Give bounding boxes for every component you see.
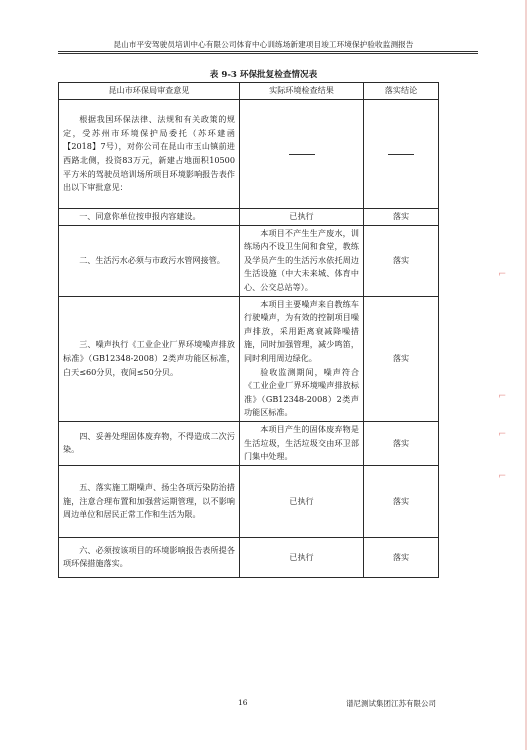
table-caption: 表 9-3 环保批复检查情况表 — [209, 70, 318, 80]
seal-stamp-fragment: ⌐ — [498, 269, 507, 280]
table-row — [59, 100, 439, 209]
table-header-row — [59, 83, 439, 100]
table-row — [59, 296, 439, 421]
actual-result-text: 本项目产生的固体废弃物是生活垃圾，生活垃圾交由环卫部门集中处理。 — [244, 424, 359, 462]
header-rule-bottom — [58, 53, 478, 54]
review-opinion-cell: 四、妥善处理固体废弃物，不得造成二次污染。 — [59, 421, 240, 465]
actual-result-cell: 已执行 — [240, 209, 364, 226]
conclusion-cell: 落实 — [364, 537, 439, 577]
table-row — [59, 225, 439, 296]
conclusion-cell: 落实 — [364, 465, 439, 537]
actual-result-cell: 已执行 — [240, 465, 364, 537]
column-header-actual-result: 实际环境检查结果 — [240, 83, 364, 100]
empty-dash — [289, 154, 315, 155]
column-header-conclusion: 落实结论 — [364, 83, 439, 100]
review-opinion-cell: 二、生活污水必须与市政污水管网接管。 — [59, 225, 240, 296]
table-row — [59, 537, 439, 577]
actual-result-monitoring-text: 验收监测期间，噪声符合《工业企业厂界环境噪声排放标准》（GB12348-2008）2类声功能区标准。 — [244, 366, 359, 418]
page-header-title: 昆山市平安驾驶员培训中心有限公司体育中心训练场新建项目竣工环境保护验收监测报告 — [113, 40, 414, 49]
actual-result-text: 本项目主要噪声来自教练车行驶噪声，为有效的控制项目噪声排放，采用距离衰减降噪措施，同时加强管理，减少鸣笛，同时利用周边绿化。 — [244, 298, 359, 363]
seal-stamp-fragment: ⌐ — [498, 471, 507, 482]
actual-result-cell: 已执行 — [240, 537, 364, 577]
actual-result-cell — [240, 100, 364, 209]
review-opinion-cell: 一、同意你单位按申报内容建设。 — [59, 209, 240, 226]
review-opinion-cell: 三、噪声执行《工业企业厂界环境噪声排放标准》（GB12348-2008）2类声功能区标准，白天≤60分贝，夜间≤50分贝。 — [59, 296, 240, 421]
actual-result-cell — [240, 296, 364, 421]
seal-stamp-fragment: ⌐ — [498, 429, 507, 440]
actual-result-text: 本项目不产生生产废水，训练场内不设卫生间和食堂，教练及学员产生的生活污水依托周边生活设施（中大未来城、体育中心、公交总站等）。 — [244, 227, 359, 292]
actual-result-cell — [240, 421, 364, 465]
conclusion-cell: 落实 — [364, 296, 439, 421]
review-opinion-cell: 根据我国环保法律、法规和有关政策的规定，受苏州市环境保护局委托（苏环建函【2018】7号），对你公司在昆山市玉山镇前进西路北侧，投资83万元，新建占地面积10500平方米的驾驶员培训场所项目环境影响报告表作出以下审批意见： — [59, 100, 240, 209]
header-rule-top — [58, 51, 478, 52]
environmental-review-table — [58, 82, 439, 578]
empty-dash — [388, 154, 414, 155]
page-number: 16 — [238, 698, 248, 707]
review-opinion-cell: 六、必须按该项目的环境影响报告表所提各项环保措施落实。 — [59, 537, 240, 577]
conclusion-cell: 落实 — [364, 225, 439, 296]
table-row — [59, 209, 439, 226]
footer-company-name: 谱尼测试集团江苏有限公司 — [346, 699, 436, 708]
table-row — [59, 465, 439, 537]
review-opinion-cell: 五、落实施工期噪声、扬尘各项污染防治措施，注意合理布置和加强营运期管理，以不影响周边单位和居民正常工作和生活为限。 — [59, 465, 240, 537]
conclusion-cell: 落实 — [364, 209, 439, 226]
table-row — [59, 421, 439, 465]
column-header-review-opinion: 昆山市环保局审查意见 — [59, 83, 240, 100]
conclusion-cell — [364, 100, 439, 209]
seal-stamp-fragment: ⌐ — [498, 391, 507, 402]
conclusion-cell: 落实 — [364, 421, 439, 465]
actual-result-cell — [240, 225, 364, 296]
